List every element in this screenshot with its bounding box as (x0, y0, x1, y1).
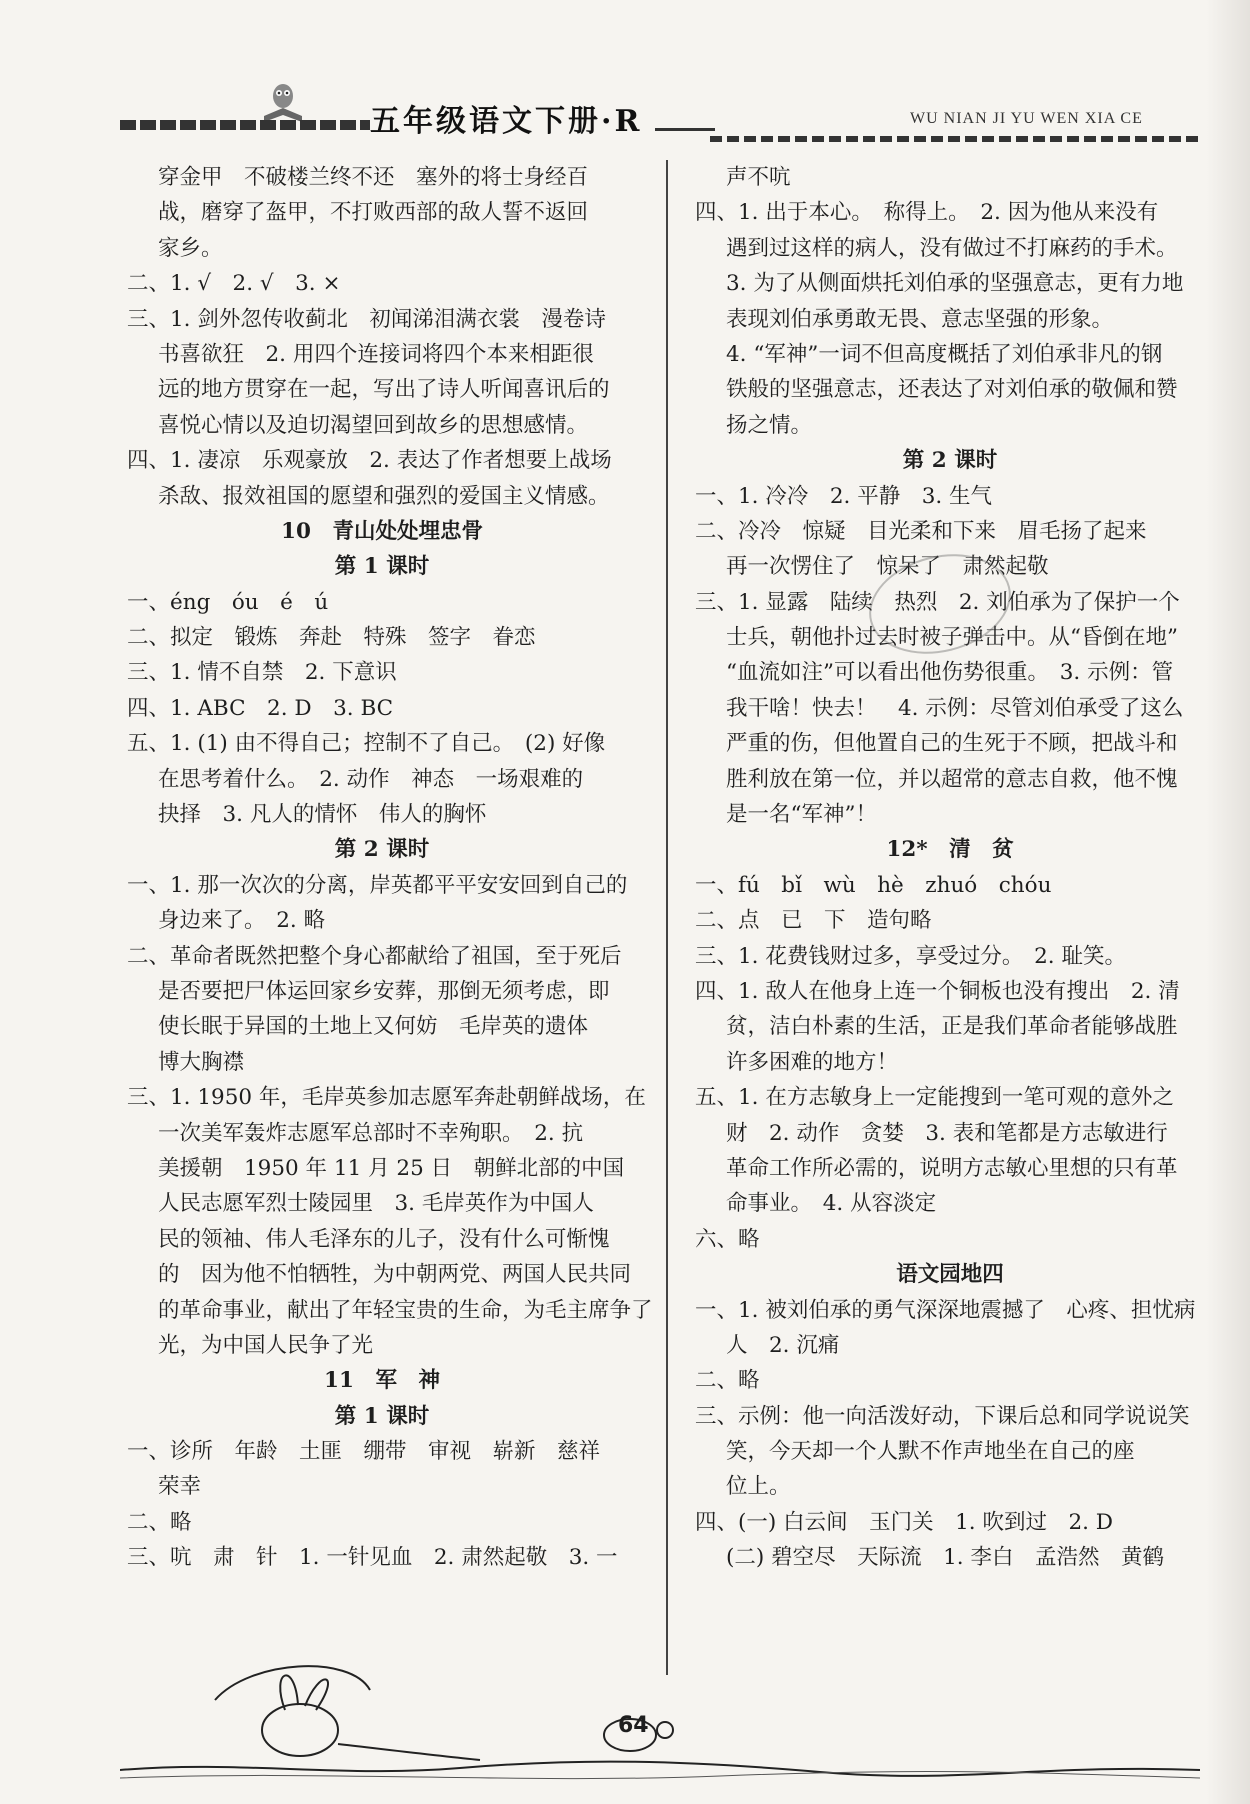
answer-line: 扬之情。 (726, 412, 813, 438)
page-number: 64 (618, 1713, 649, 1738)
column-divider (666, 160, 668, 1675)
answer-line: 三、示例：他一向活泼好动，下课后总和同学说说笑 (695, 1403, 1190, 1429)
answer-line: 表现刘伯承勇敢无畏、意志坚强的形象。 (726, 306, 1114, 332)
answer-line: 的革命事业，献出了年轻宝贵的生命，为毛主席争了 (158, 1297, 653, 1323)
section-title: 语文园地四 (896, 1262, 1004, 1288)
answer-line: 革命工作所必需的，说明方志敏心里想的只有革 (726, 1155, 1178, 1181)
answer-line: 三、1. 1950 年，毛岸英参加志愿军奔赴朝鲜战场，在 (127, 1085, 646, 1111)
answer-line: 四、1. ABC 2. D 3. BC (127, 695, 394, 721)
footer-illustration (120, 1660, 1200, 1800)
answer-line: 四、1. 敌人在他身上连一个铜板也没有搜出 2. 清 (695, 978, 1180, 1004)
answer-line: 贫，洁白朴素的生活，正是我们革命者能够战胜 (726, 1014, 1178, 1040)
answer-line: 使长眠于异国的土地上又何妨 毛岸英的遗体 (158, 1014, 589, 1040)
book-owl-icon (262, 78, 304, 124)
answer-line: 一、1. 冷冷 2. 平静 3. 生气 (695, 483, 993, 509)
answer-line: 二、点 已 下 造句略 (695, 908, 932, 934)
answer-line: 人 2. 沉痛 (726, 1332, 840, 1358)
answer-line: 4. “军神”一词不但高度概括了刘伯承非凡的钢 (726, 341, 1163, 367)
page-edge-shadow (1206, 0, 1250, 1804)
lesson-heading: 第 1 课时 (334, 1403, 430, 1429)
answer-line: 二、冷冷 惊疑 目光柔和下来 眉毛扬了起来 (695, 518, 1147, 544)
section-title: 12* 清 贫 (886, 837, 1014, 863)
answer-line: 身边来了。 2. 略 (158, 908, 326, 934)
answer-line: “血流如注”可以看出他伤势很重。 3. 示例：管 (726, 660, 1174, 686)
page-title: 五年级语文下册·R (370, 104, 643, 139)
answer-line: 再一次愣住了 惊呆了 肃然起敬 (726, 554, 1049, 580)
answer-line: 胜利放在第一位，并以超常的意志自救，他不愧 (726, 766, 1178, 792)
answer-line: 一、fú bǐ wù hè zhuó chóu (695, 872, 1052, 898)
rabbit-icon (215, 1666, 480, 1760)
answer-line: 命事业。 4. 从容淡定 (726, 1191, 937, 1217)
answer-line: (二) 碧空尽 天际流 1. 李白 孟浩然 黄鹤 (726, 1545, 1164, 1571)
answer-line: 笑，今天却一个人默不作声地坐在自己的座 (726, 1439, 1135, 1465)
answer-line: 书喜欲狂 2. 用四个连接词将四个本来相距很 (158, 341, 594, 367)
answer-line: 抉择 3. 凡人的情怀 伟人的胸怀 (158, 802, 487, 828)
answer-line: 荣幸 (158, 1474, 202, 1500)
answer-line: 铁般的坚强意志，还表达了对刘伯承的敬佩和赞 (726, 377, 1178, 403)
answer-line: 二、1. √ 2. √ 3. × (127, 271, 341, 297)
answer-line: 家乡。 (158, 235, 223, 261)
header-rule-mid (655, 128, 715, 131)
answer-line: 遇到过这样的病人，没有做过不打麻药的手术。 (726, 235, 1178, 261)
answer-line: 我干啥！快去！ 4. 示例：尽管刘伯承受了这么 (726, 695, 1184, 721)
answer-line: 是一名“军神”！ (726, 802, 877, 828)
answer-line: 五、1. 在方志敏身上一定能搜到一笔可观的意外之 (695, 1085, 1174, 1111)
answer-line: 士兵，朝他扑过去时被子弹击中。从“昏倒在地” (726, 625, 1178, 651)
answer-line: 六、略 (695, 1226, 760, 1252)
answer-line: 一、1. 被刘伯承的勇气深深地震撼了 心疼、担忧病 (695, 1297, 1196, 1323)
answer-line: 光，为中国人民争了光 (158, 1332, 374, 1358)
answer-line: 四、1. 出于本心。 称得上。 2. 因为他从来没有 (695, 200, 1159, 226)
section-title: 11 军 神 (324, 1368, 440, 1394)
answer-line: 战，磨穿了盔甲，不打败西部的敌人誓不返回 (158, 200, 589, 226)
header-rule-right (710, 136, 1200, 142)
lesson-heading: 第 1 课时 (334, 554, 430, 580)
right-column (695, 160, 1205, 1576)
answer-line: 美援朝 1950 年 11 月 25 日 朝鲜北部的中国 (158, 1155, 625, 1181)
answer-line: 博大胸襟 (158, 1049, 245, 1075)
answer-line: 是否要把尸体运回家乡安葬，那倒无须考虑，即 (158, 978, 610, 1004)
header-pinyin: WU NIAN JI YU WEN XIA CE (910, 110, 1143, 127)
answer-line: 一、éng óu é ú (127, 589, 329, 615)
answer-line: 穿金甲 不破楼兰终不还 塞外的将士身经百 (158, 165, 589, 190)
answer-line: 二、拟定 锻炼 奔赴 特殊 签字 眷恋 (127, 625, 536, 651)
answer-line: 一次美军轰炸志愿军总部时不幸殉职。 2. 抗 (158, 1120, 584, 1146)
answer-line: 四、1. 凄凉 乐观豪放 2. 表达了作者想要上战场 (127, 448, 612, 474)
answer-line: 在思考着什么。 2. 动作 神态 一场艰难的 (158, 766, 584, 792)
answer-line: 民的领袖、伟人毛泽东的儿子，没有什么可惭愧 (158, 1226, 610, 1252)
answer-line: 三、1. 剑外忽传收蓟北 初闻涕泪满衣裳 漫卷诗 (127, 306, 606, 332)
answer-line: 喜悦心情以及迫切渴望回到故乡的思想感情。 (158, 412, 589, 438)
header-rule-left (120, 120, 370, 130)
answer-line: 3. 为了从侧面烘托刘伯承的坚强意志，更有力地 (726, 271, 1184, 297)
answer-line: 一、1. 那一次次的分离，岸英都平平安安回到自己的 (127, 872, 628, 898)
answer-line: 的 因为他不怕牺牲，为中朝两党、两国人民共同 (158, 1262, 632, 1288)
answer-line: 四、(一) 白云间 玉门关 1. 吹到过 2. D (695, 1509, 1114, 1535)
answer-line: 二、略 (127, 1509, 192, 1535)
answer-line: 人民志愿军烈士陵园里 3. 毛岸英作为中国人 (158, 1191, 594, 1217)
answer-line: 三、1. 情不自禁 2. 下意识 (127, 660, 397, 686)
answer-line: 位上。 (726, 1474, 791, 1500)
answer-line: 一、诊所 年龄 土匪 绷带 审视 崭新 慈祥 (127, 1439, 601, 1465)
answer-line: 五、1. (1) 由不得自己；控制不了自己。 (2) 好像 (127, 731, 606, 757)
answer-line: 二、革命者既然把整个身心都献给了祖国，至于死后 (127, 943, 622, 969)
answer-line: 三、1. 显露 陆续 热烈 2. 刘伯承为了保护一个 (695, 589, 1180, 615)
answer-line: 二、略 (695, 1368, 760, 1394)
answer-line: 许多困难的地方！ (726, 1049, 899, 1075)
lesson-heading: 第 2 课时 (334, 837, 430, 863)
answer-line: 财 2. 动作 贪婪 3. 表和笔都是方志敏进行 (726, 1120, 1168, 1146)
answer-line: 杀敌、报效祖国的愿望和强烈的爱国主义情感。 (158, 483, 610, 509)
answer-line: 严重的伤，但他置自己的生死于不顾，把战斗和 (726, 731, 1178, 757)
lesson-heading: 第 2 课时 (902, 448, 998, 474)
left-column (127, 160, 653, 1576)
answer-line: 三、吭 肃 针 1. 一针见血 2. 肃然起敬 3. 一 (127, 1545, 618, 1571)
answer-line: 三、1. 花费钱财过多，享受过分。 2. 耻笑。 (695, 943, 1126, 969)
answer-line: 远的地方贯穿在一起，写出了诗人听闻喜讯后的 (158, 377, 610, 403)
section-title: 10 青山处处埋忠骨 (281, 518, 483, 544)
answer-line: 声不吭 (726, 165, 791, 190)
